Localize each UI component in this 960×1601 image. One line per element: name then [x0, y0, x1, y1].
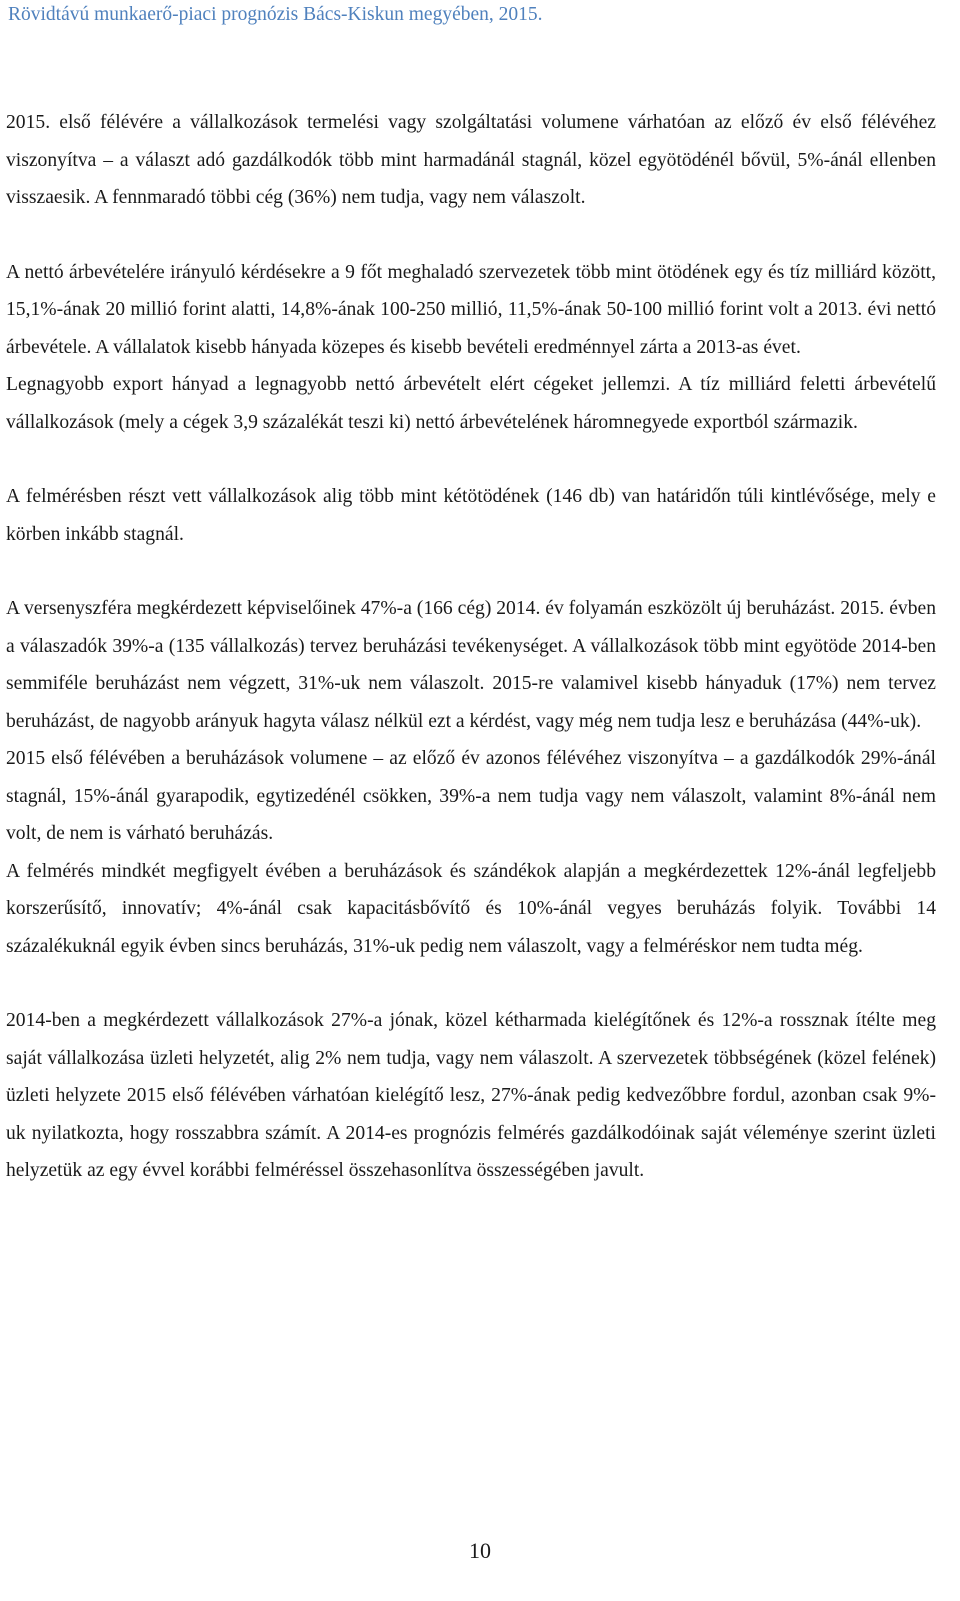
running-header: Rövidtávú munkaerő-piaci prognózis Bács-Kiskun megyében, 2015.: [8, 4, 543, 25]
paragraph-net-revenue: A nettó árbevételére irányuló kérdésekre a 9 főt meghaladó szervezetek több mint ötödének egy és tíz milliárd között, 15,1%-ának 20 millió forint alatti, 14,8%-ának 100-250 millió, 11,5%-ának 50-100 millió forint volt a 2013. évi nettó árbevétele. A vállalatok kisebb hányada közepes és kisebb bevételi eredménnyel zárta a 2013-as évet.: [6, 261, 936, 358]
paragraph-export-share: Legnagyobb export hányad a legnagyobb nettó árbevételt elért cégeket jellemzi. A tíz milliárd feletti árbevételű vállalkozások (mely a cégek 3,9 százalékát teszi ki) nettó árbevételének háromnegyede exportból származik.: [6, 374, 936, 433]
paragraph-business-situation: 2014-ben a megkérdezett vállalkozások 27%-a jónak, közel kétharmada kielégítőnek és 12%-a rossznak ítélte meg saját vállalkozása üzleti helyzetét, alig 2% nem tudja, vagy nem válaszolt. A szervezetek többségének (közel felének) üzleti helyzete 2015 első félévében várhatóan kielégítő lesz, 27%-ának pedig kedvezőbbre fordul, azonban csak 9%-uk nyilatkozta, hogy rosszabbra számít. A 2014-es prognózis felmérés gazdálkodóinak saját véleménye szerint üzleti helyzetük az egy évvel korábbi felméréssel összehasonlítva összességében javult.: [6, 1010, 936, 1181]
paragraph-investment-volume: 2015 első félévében a beruházások volumene – az előző év azonos félévéhez viszonyítva – a gazdálkodók 29%-ánál stagnál, 15%-ánál gyarapodik, egytizedénél csökken, 39%-a nem tudja vagy nem válaszolt, valamint 8%-ánál nem volt, de nem is várható beruházás.: [6, 748, 936, 844]
paragraph-production-volume: 2015. első félévére a vállalkozások termelési vagy szolgáltatási volumene várhatóan az előző év első félévéhez viszonyítva – a választ adó gazdálkodók több mint harmadánál stagnál, közel egyötödénél bővül, 5%-ánál ellenben visszaesik. A fennmaradó többi cég (36%) nem tudja, vagy nem válaszolt.: [6, 112, 936, 208]
paragraph-investments: A versenyszféra megkérdezett képviselőinek 47%-a (166 cég) 2014. év folyamán eszközölt új beruházást. 2015. évben a válaszadók 39%-a (135 vállalkozás) tervez beruházási tevékenységet. A vállalkozások több mint egyötöde 2014-ben semmiféle beruházást nem végzett, 31%-uk nem válaszolt. 2015-re valamivel kisebb hányaduk (17%) nem tervez beruházást, de nagyobb arányuk hagyta válasz nélkül ezt a kérdést, vagy még nem tudja lesz e beruházása (44%-uk).: [6, 598, 936, 732]
paragraph-receivables: A felmérésben részt vett vállalkozások alig több mint kétötödének (146 db) van határidőn túli kintlévősége, mely e körben inkább stagnál.: [6, 486, 936, 545]
page-number: 10: [469, 1538, 491, 1563]
paragraph-investment-types: A felmérés mindkét megfigyelt évében a beruházások és szándékok alapján a megkérdezettek 12%-ánál legfeljebb korszerűsítő, innovatív; 4%-ánál csak kapacitásbővítő és 10%-ánál vegyes beruházás folyik. További 14 százalékuknál egyik évben sincs beruházás, 31%-uk pedig nem válaszolt, vagy a felméréskor nem tudta még.: [6, 860, 936, 957]
document-body: [6, 104, 936, 1190]
